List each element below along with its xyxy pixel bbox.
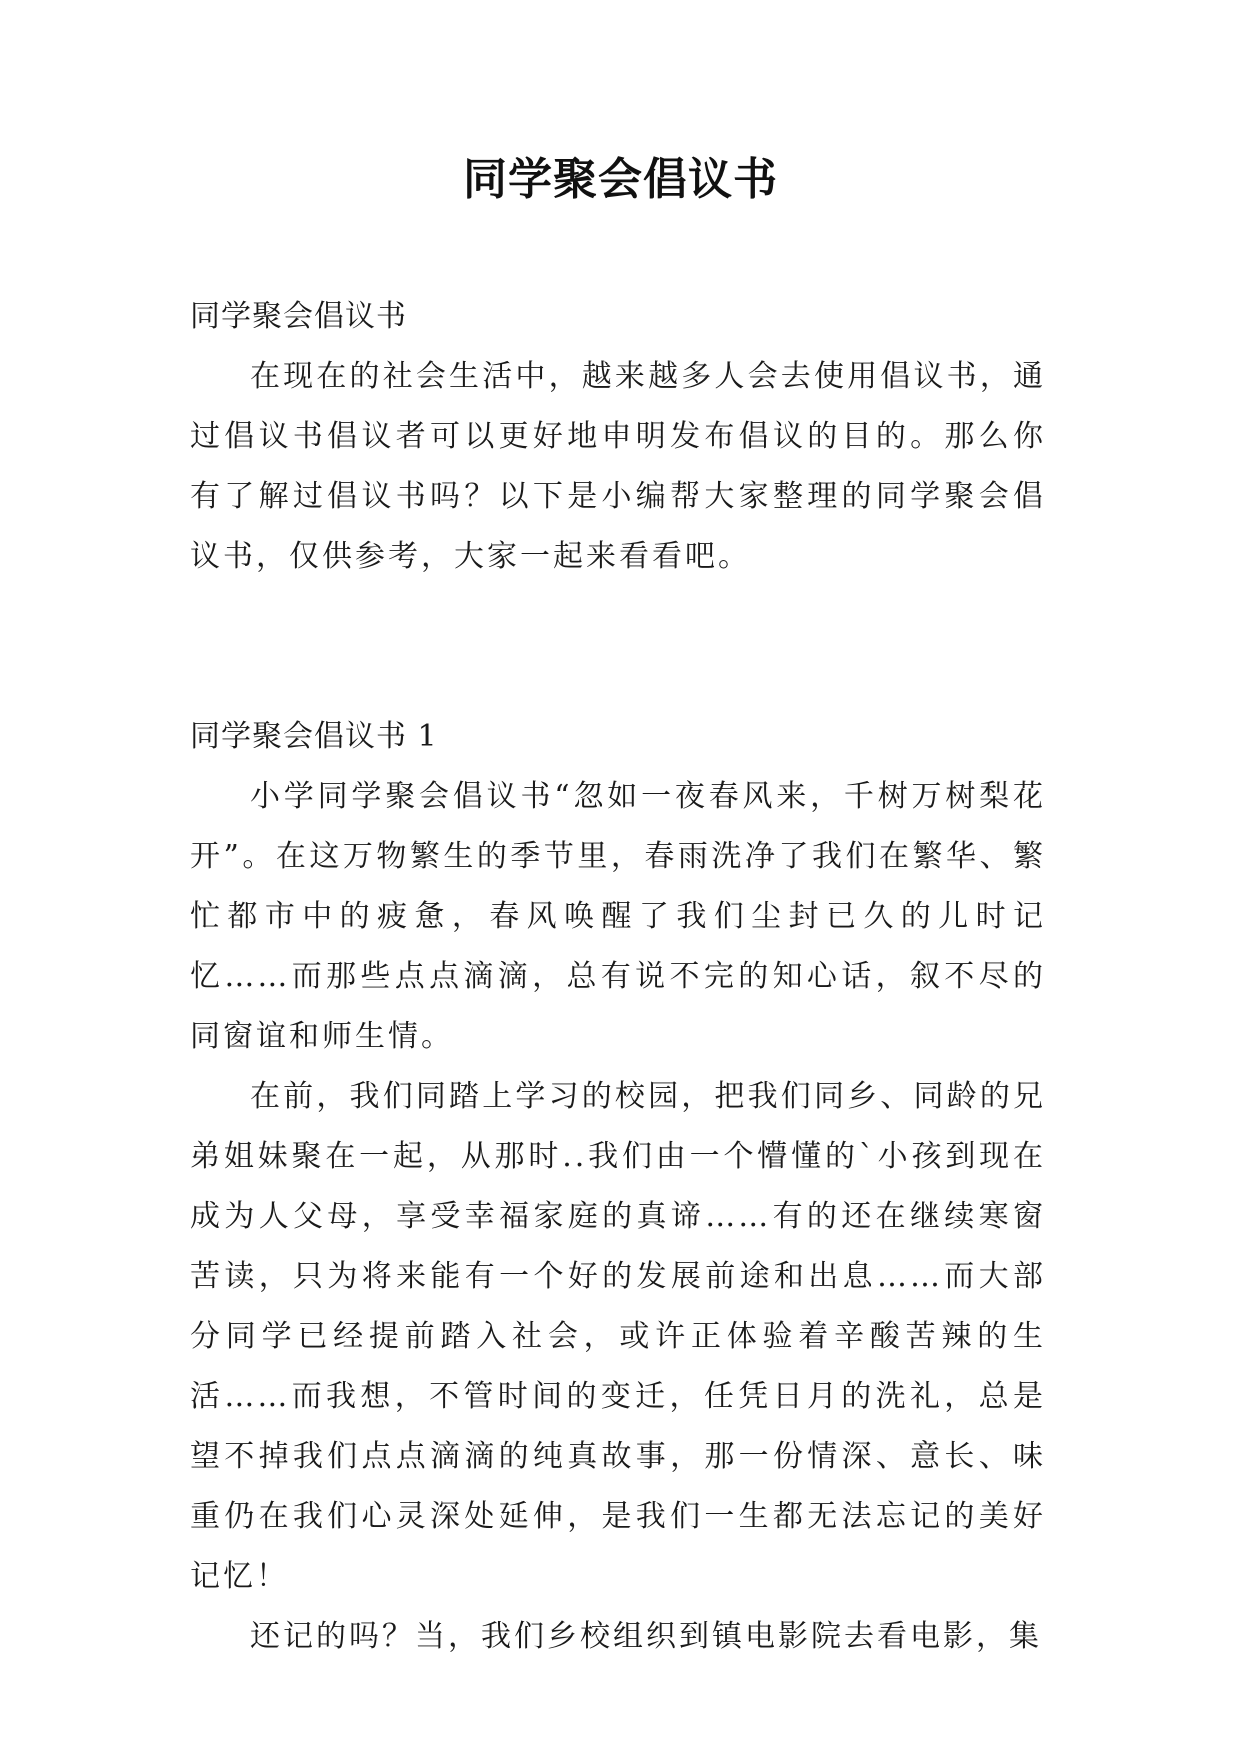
document-body bbox=[190, 287, 1046, 1667]
section-spacer bbox=[190, 587, 1046, 707]
body-paragraph-2: 在前，我们同踏上学习的校园，把我们同乡、同龄的兄弟姐妹聚在一起，从那时..我们由一个懵懂的`小孩到现在成为人父母，享受幸福家庭的真谛……有的还在继续寒窗苦读，只为将来能有一个好的发展前途和出息……而大部分同学已经提前踏入社会，或许正体验着辛酸苦辣的生活……而我想，不管时间的变迁，任凭日月的洗礼，总是望不掉我们点点滴滴的纯真故事，那一份情深、意长、味重仍在我们心灵深处延伸，是我们一生都无法忘记的美好记忆！ bbox=[190, 1079, 1046, 1594]
section-heading: 同学聚会倡议书 1 bbox=[190, 719, 438, 754]
body-paragraph-1: 小学同学聚会倡议书“忽如一夜春风来，千树万树梨花开”。在这万物繁生的季节里，春雨洗净了我们在繁华、繁忙都市中的疲惫，春风唤醒了我们尘封已久的儿时记忆……而那些点点滴滴，总有说不完的知心话，叙不尽的同窗谊和师生情。 bbox=[190, 779, 1046, 1054]
intro-heading: 同学聚会倡议书 bbox=[190, 299, 407, 334]
document-title: 同学聚会倡议书 bbox=[463, 154, 778, 205]
body-paragraph-3: 还记的吗？当，我们乡校组织到镇电影院去看电影，集 bbox=[250, 1619, 1042, 1654]
intro-paragraph: 在现在的社会生活中，越来越多人会去使用倡议书，通过倡议书倡议者可以更好地申明发布倡议的目的。那么你有了解过倡议书吗？以下是小编帮大家整理的同学聚会倡议书，仅供参考，大家一起来看看吧。 bbox=[190, 359, 1046, 574]
